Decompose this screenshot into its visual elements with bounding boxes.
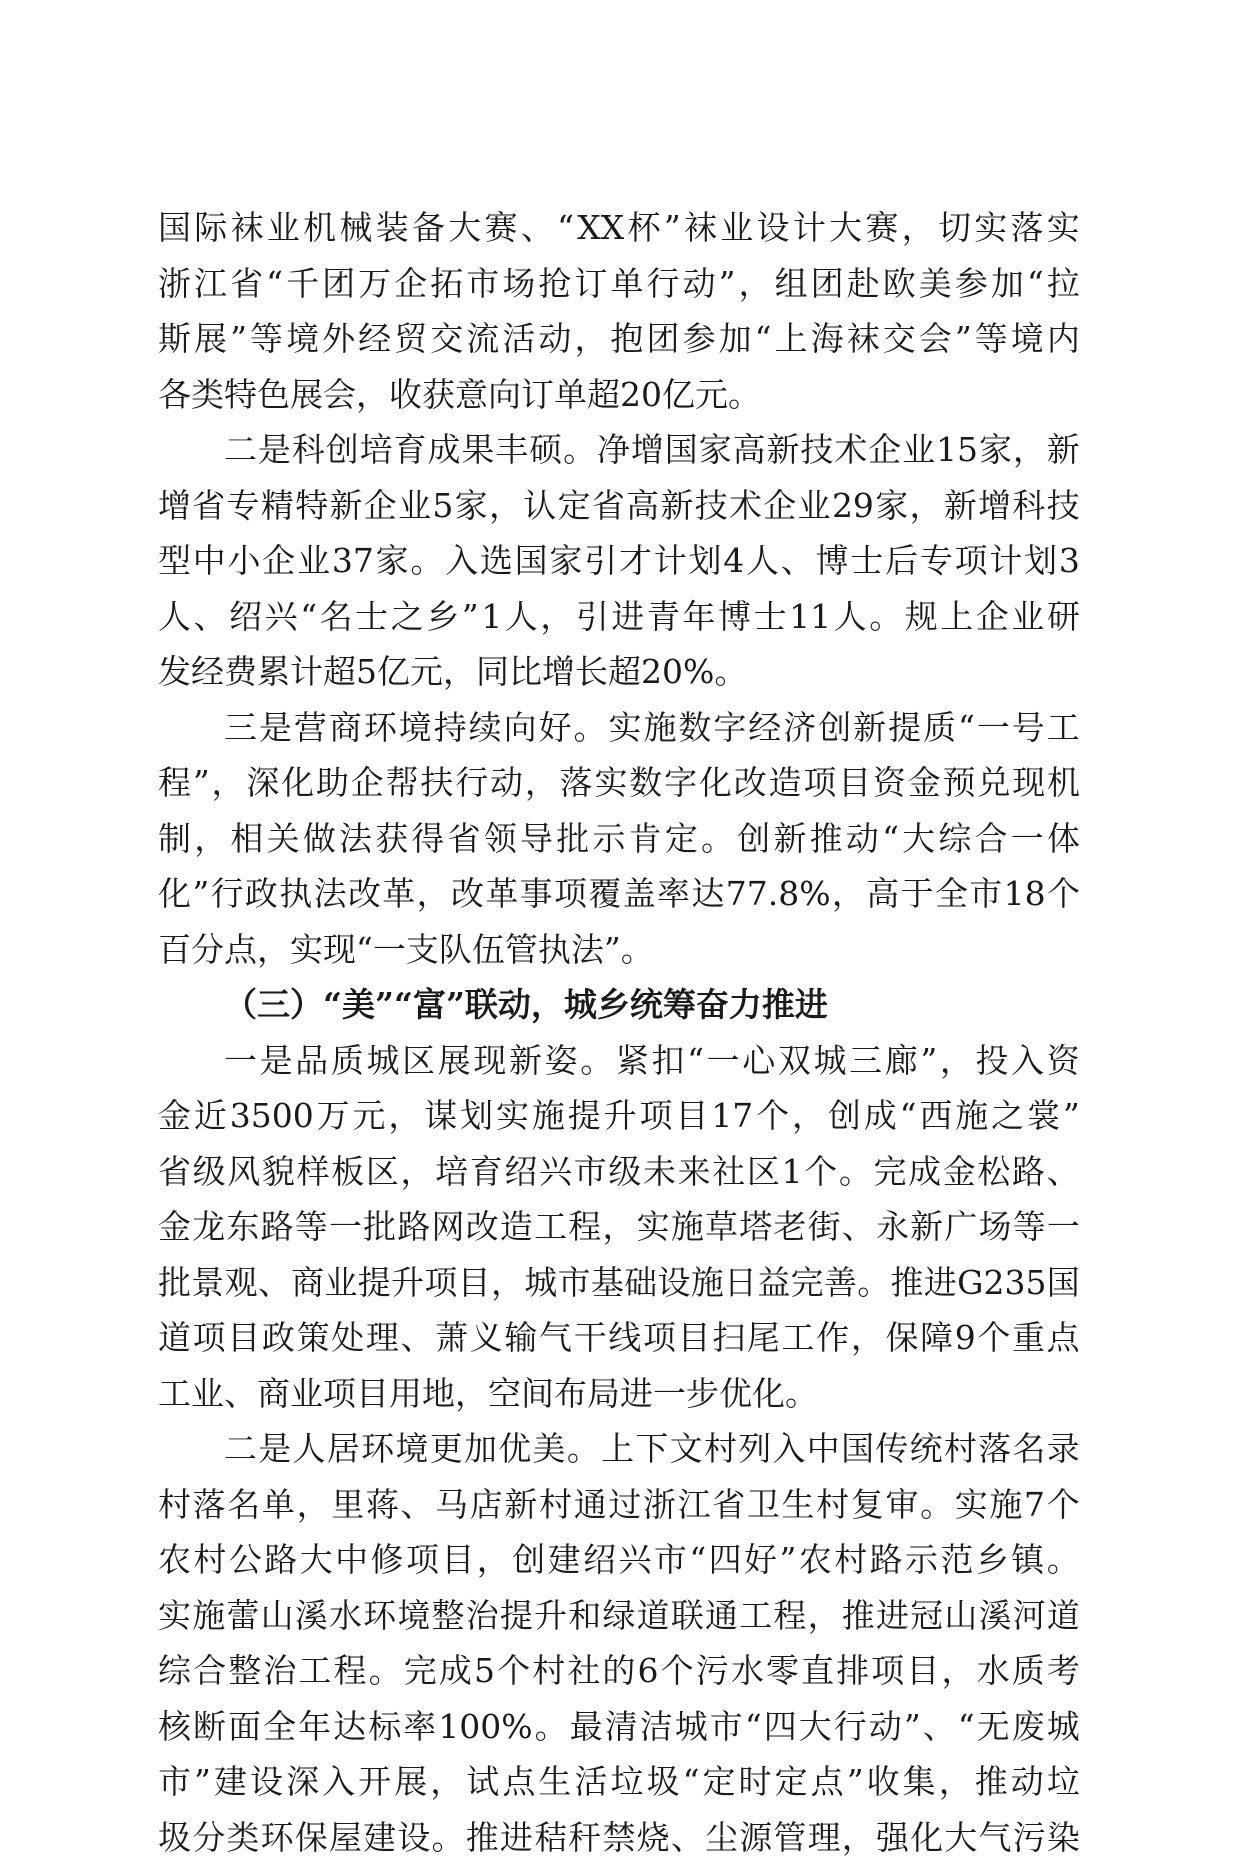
text-line: 实 施 蕾 山 溪 水 环 境 整 治 提 升 和 绿 道 联 通 工 程 ， 推 进 冠 山 溪 河 道 bbox=[158, 1588, 1080, 1644]
text-line: 核 断 面 全 年 达 标 率 100% 。 最 清 洁 城 市 “ 四 大 行 动 ” 、 “ 无 废 城 bbox=[158, 1699, 1080, 1755]
text-line: 市 ” 建 设 深 入 开 展 ， 试 点 生 活 垃 圾 “ 定 时 定 点 ” 收 集 ， 推 动 垃 bbox=[158, 1754, 1080, 1810]
text-line: 金 近 3500 万 元 ， 谋 划 实 施 提 升 项 目 17 个 ， 创 成 “ 西 施 之 裳 ” bbox=[158, 1088, 1080, 1144]
paragraph-intro-continued bbox=[158, 200, 1080, 422]
text-line: 道 项 目 政 策 处 理 、 萧 义 输 气 干 线 项 目 扫 尾 工 作 ， 保 障 9 个 重 点 bbox=[158, 1310, 1080, 1366]
text-line: 一 是 品 质 城 区 展 现 新 姿 。 紧 扣 “ 一 心 双 城 三 廊 ” ， 投 入 资 bbox=[158, 1033, 1080, 1089]
paragraph-business-environment bbox=[158, 700, 1080, 978]
text-line: 国 际 袜 业 机 械 装 备 大 赛 、 “ XX 杯 ” 袜 业 设 计 大 赛 ， 切 实 落 实 bbox=[158, 200, 1080, 256]
text-line: 型 中 小 企 业 37 家 。 入 选 国 家 引 才 计 划 4 人 、 博 士 后 专 项 计 划 3 bbox=[158, 533, 1080, 589]
text-line: 三 是 营 商 环 境 持 续 向 好 。 实 施 数 字 经 济 创 新 提 质 “ 一 号 工 bbox=[158, 700, 1080, 756]
document-page bbox=[158, 200, 1080, 1865]
text-line: 制 ， 相 关 做 法 获 得 省 领 导 批 示 肯 定 。 创 新 推 动 “ 大 综 合 一 体 bbox=[158, 811, 1080, 867]
text-line: 二 是 科 创 培 育 成 果 丰 硕 。 净 增 国 家 高 新 技 术 企 业 15 家 ， 新 bbox=[158, 422, 1080, 478]
text-line: 二 是 人 居 环 境 更 加 优 美 。 上 下 文 村 列 入 中 国 传 统 村 落 名 录 bbox=[158, 1421, 1080, 1477]
text-line: 村 落 名 单 ， 里 蒋 、 马 店 新 村 通 过 浙 江 省 卫 生 村 复 审 。 实 施 7 个 bbox=[158, 1477, 1080, 1533]
text-line: 程 ” ， 深 化 助 企 帮 扶 行 动 ， 落 实 数 字 化 改 造 项 目 资 金 预 兑 现 机 bbox=[158, 755, 1080, 811]
text-line: 人 、 绍 兴 “ 名 士 之 乡 ” 1 人 ， 引 进 青 年 博 士 11 人 。 规 上 企 业 研 bbox=[158, 589, 1080, 645]
text-line: 省 级 风 貌 样 板 区 ， 培 育 绍 兴 市 级 未 来 社 区 1 个 。 完 成 金 松 路 、 bbox=[158, 1144, 1080, 1200]
text-line: 化 ” 行 政 执 法 改 革 ， 改 革 事 项 覆 盖 率 达 77.8% ， 高 于 全 市 18 个 bbox=[158, 866, 1080, 922]
text-line: 综 合 整 治 工 程 。 完 成 5 个 村 社 的 6 个 污 水 零 直 排 项 目 ， 水 质 考 bbox=[158, 1643, 1080, 1699]
text-line: 斯 展 ” 等 境 外 经 贸 交 流 活 动 ， 抱 团 参 加 “ 上 海 袜 交 会 ” 等 境 内 bbox=[158, 311, 1080, 367]
paragraph-urban-quality bbox=[158, 1033, 1080, 1422]
section-heading: （三）“美”“富”联动，城乡统筹奋力推进 bbox=[158, 977, 1080, 1033]
text-line: 发 经 费 累 计 超 5 亿 元 ， 同 比 增 长 超 20% 。 bbox=[158, 644, 1080, 700]
text-line: 批 景 观 、 商 业 提 升 项 目 ， 城 市 基 础 设 施 日 益 完 善 。 推 进 G235 国 bbox=[158, 1255, 1080, 1311]
text-line: 农 村 公 路 大 中 修 项 目 ， 创 建 绍 兴 市 “ 四 好 ” 农 村 路 示 范 乡 镇 。 bbox=[158, 1532, 1080, 1588]
section-heading-3 bbox=[158, 977, 1080, 1033]
text-line: 各 类 特 色 展 会 ， 收 获 意 向 订 单 超 20 亿 元 。 bbox=[158, 367, 1080, 423]
text-line: 金 龙 东 路 等 一 批 路 网 改 造 工 程 ， 实 施 草 塔 老 街 、 永 新 广 场 等 一 bbox=[158, 1199, 1080, 1255]
text-line: 百 分 点 ， 实 现 “ 一 支 队 伍 管 执 法 ” 。 bbox=[158, 922, 1080, 978]
text-line: 工 业 、 商 业 项 目 用 地 ， 空 间 布 局 进 一 步 优 化 。 bbox=[158, 1366, 1080, 1422]
paragraph-innovation bbox=[158, 422, 1080, 700]
text-line: 浙 江 省 “ 千 团 万 企 拓 市 场 抢 订 单 行 动 ” ， 组 团 赴 欧 美 参 加 “ 拉 bbox=[158, 256, 1080, 312]
text-line: 增 省 专 精 特 新 企 业 5 家 ， 认 定 省 高 新 技 术 企 业 29 家 ， 新 增 科 技 bbox=[158, 478, 1080, 534]
paragraph-living-environment bbox=[158, 1421, 1080, 1865]
text-line: 圾 分 类 环 保 屋 建 设 。 推 进 秸 秆 禁 烧 、 尘 源 管 理 ， 强 化 大 气 污 染 bbox=[158, 1810, 1080, 1865]
